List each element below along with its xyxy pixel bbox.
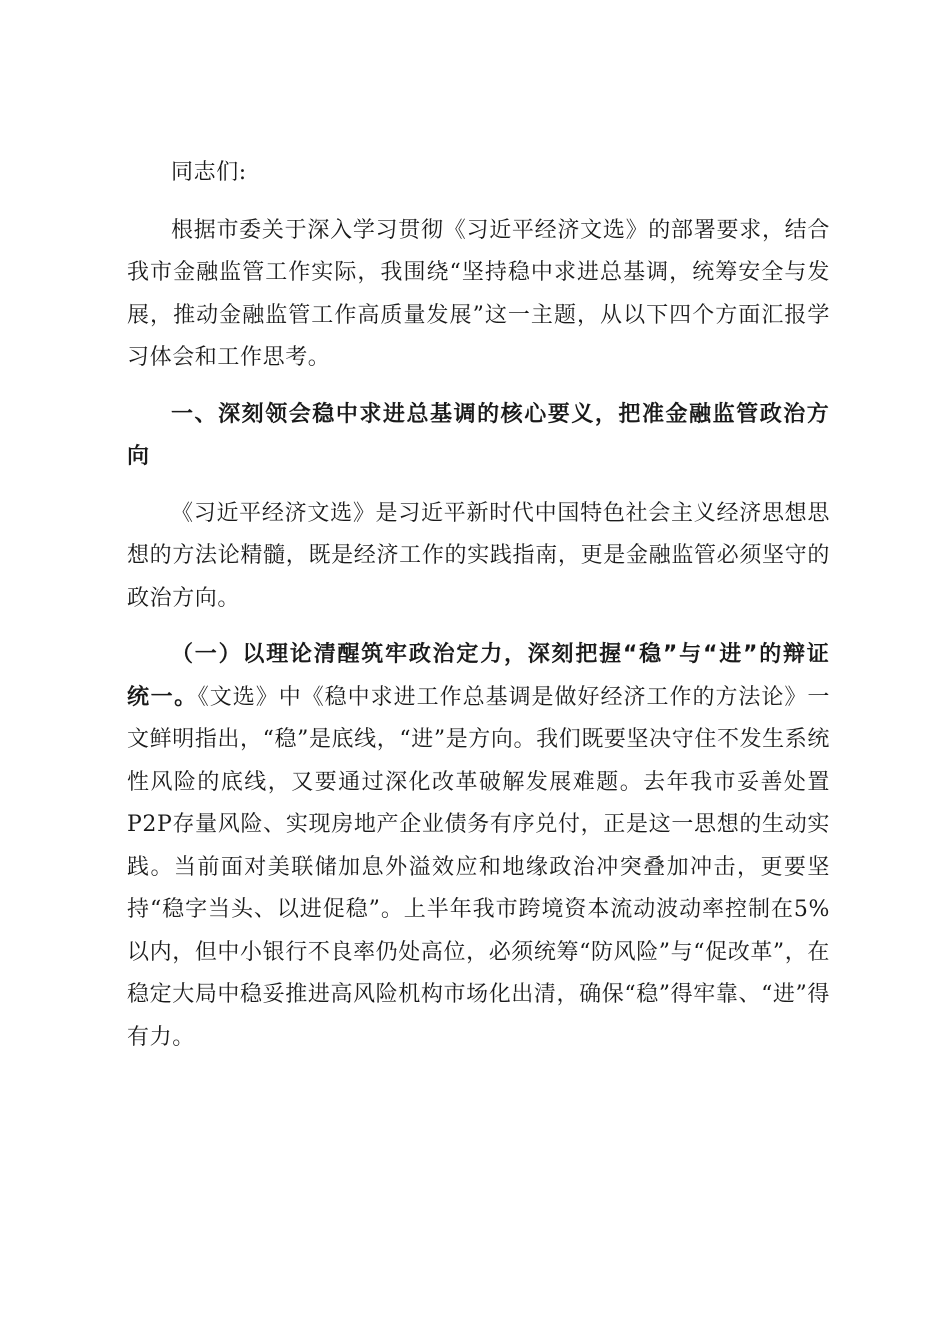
section-1-body: 《习近平经济文选》是习近平新时代中国特色社会主义经济思想思想的方法论精髓，既是经济工作的实践指南，更是金融监管必须坚守的政治方向。 <box>127 500 830 611</box>
greeting: 同志们: <box>171 160 247 185</box>
subsection-1-paragraph <box>127 634 830 1059</box>
intro-paragraph: 根据市委关于深入学习贯彻《习近平经济文选》的部署要求，结合我市金融监管工作实际，我围绕“坚持稳中求进总基调，统筹安全与发展，推动金融监管工作高质量发展”这一主题，从以下四个方面汇报学习体会和工作思考。 <box>127 217 830 370</box>
section-1-heading: 一、深刻领会稳中求进总基调的核心要义，把准金融监管政治方向 <box>127 401 830 469</box>
subsection-1-heading: （一）以理论清醒筑牢政治定力，深刻把握“稳”与“进”的辩证统一。 <box>127 642 830 710</box>
subsection-1-body: 《文选》中《稳中求进工作总基调是做好经济工作的方法论》一文鲜明指出，“稳”是底线，“进”是方向。我们既要坚决守住不发生系统性风险的底线，又要通过深化改革破解发展难题。去年我市妥善处置P2P存量风险、实现房地产企业债务有序兑付，正是这一思想的生动实践。当前面对美联储加息外溢效应和地缘政治冲突叠加冲击，更要坚持“稳字当头、以进促稳”。上半年我市跨境资本流动波动率控制在5%以内，但中小银行不良率仍处高位，必须统筹“防风险”与“促改革”，在稳定大局中稳妥推进高风险机构市场化出清，确保“稳”得牢靠、“进”得有力。 <box>127 684 830 1050</box>
document-page <box>127 152 830 1059</box>
